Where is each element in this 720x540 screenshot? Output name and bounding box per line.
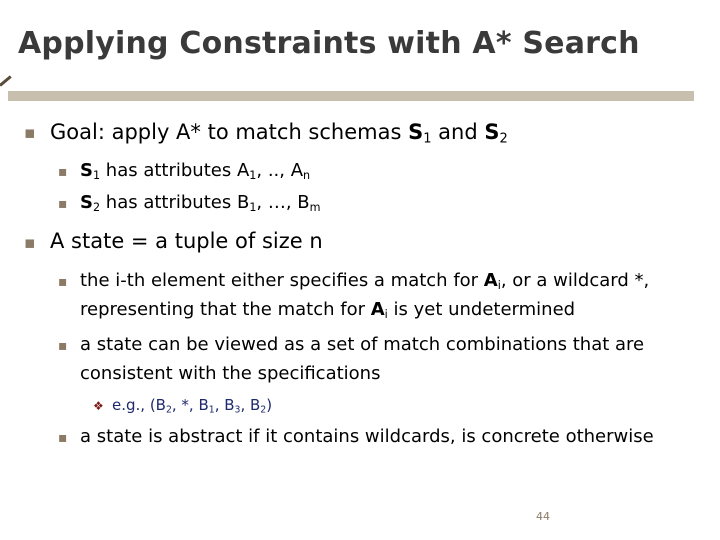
- bullet-match-combinations-line1: a state can be viewed as a set of match combinations that are: [80, 334, 645, 355]
- title-rule-accent: [0, 75, 12, 86]
- bullet-square-icon: ▪: [24, 233, 36, 253]
- bullet-square-icon: ▪: [58, 338, 68, 354]
- bullet-s2-attributes: $S_2$ has attributes $B_1$, …, $B_m$: [80, 192, 321, 214]
- bullet-match-combinations-line2: consistent with the specifications: [80, 363, 381, 384]
- bullet-s1-attributes: $S_1$ has attributes $A_1$, .., $A_n$: [80, 160, 311, 182]
- bullet-abstract-concrete: a state is abstract if it contains wildcards, is concrete otherwise: [80, 426, 654, 447]
- bullet-square-icon: ▪: [58, 196, 68, 212]
- example-tuple: e.g., ($B_2$, *, $B_1$, $B_3$, $B_2$): [112, 396, 273, 416]
- example-bullet-icon: ❖: [93, 399, 104, 413]
- bullet-square-icon: ▪: [58, 274, 68, 290]
- bullet-goal: Goal: apply A* to match schemas $S_1$ and $S_2$: [50, 120, 508, 147]
- title-rule: [8, 91, 694, 101]
- page-number: 44: [536, 510, 550, 523]
- bullet-square-icon: ▪: [24, 123, 36, 143]
- bullet-state-tuple: A state = a tuple of size n: [50, 229, 323, 253]
- bullet-square-icon: ▪: [58, 164, 68, 180]
- bullet-ith-element-line2: representing that the match for $A_i$ is yet undetermined: [80, 299, 576, 321]
- bullet-ith-element-line1: the i-th element either specifies a match for $A_i$, or a wildcard *,: [80, 270, 650, 292]
- slide-title: Applying Constraints with A* Search: [18, 26, 640, 61]
- bullet-square-icon: ▪: [58, 430, 68, 446]
